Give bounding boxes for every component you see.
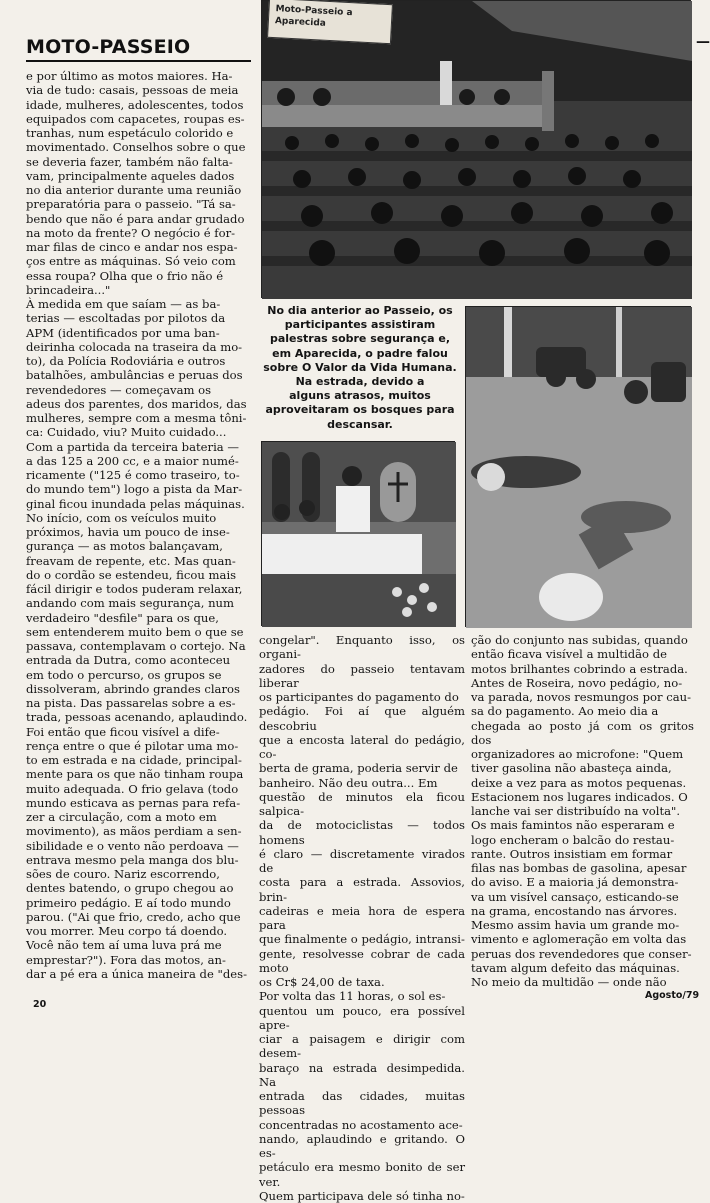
section-header [26, 36, 251, 62]
article-column-3: ção do conjunto nas subidas, quando então ficava visível a multidão de motos brilhantes cobrindo a estrada. Antes de Roseira, novo pedágio, no- va parada, novos resmungos por cau- sa do pagamento. Ao meio dia a chegada ao posto já com os gritos dos organizadores ao microfone: "Quem tiver gasolina não abasteça ainda, deixe a vez para as motos pequenas. Estacionem nos lugares indicados. O lanche vai ser distribuído na volta". Os mais famintos não esperaram e logo encheram o balcão do restau- rante. Outros insistiam em formar filas nas bombas de gasolina, apesar do aviso. E a maioria já demonstra- va um visível cansaço, esticando-se na grama, encostando nas árvores. Mesmo assim havia um grande mo- vimento e aglomeração em volta das peruas dos revendedores que conser- tavam algum defeito das máquinas. No meio da multidão — onde não [471, 633, 694, 989]
auditorium-image [262, 1, 692, 299]
article-column-2: congelar". Enquanto isso, os organi- zadores do passeio tentavam liberar os participantes do pagamento do pedágio. Foi aí que alguém descobriu que a encosta lateral do pedágio, co- berta de grama, poderia servir de banheiro. Não deu outra... Em questão de minutos ela ficou salpica- da de motociclistas — todos homens é claro — discretamente virados de costa para a estrada. Assovios, brin- cadeiras e meia hora de espera para que finalmente o pedágio, intransi- gente, resolvesse cobrar de cada moto os Cr$ 24,00 de taxa. Por volta das 11 horas, o sol es- quentou um pouco, era possível apre- ciar a paisagem e dirigir com desem- baraço na estrada desimpedida. Na entrada das cidades, muitas pessoas concentradas no acostamento ace- nando, aplaudindo e gritando. O es- petáculo era mesmo bonito de ser ver. Quem participava dele só tinha no- [259, 633, 465, 1203]
altar-image [262, 442, 456, 627]
section-title: MOTO-PASSEIO [26, 36, 191, 58]
article-column-1: e por último as motos maiores. Ha- via de tudo: casais, pessoas de meia idade, mulheres, adolescentes, todos equipados com capacetes, roupas es- tranhas, num espetáculo colorido e movimentado. Conselhos sobre o que se deveria fazer, também não falta- vam, principalmente aqueles dados no dia anterior durante uma reunião preparatória para o passeio. "Tá sa- bendo que não é para andar grudado na moto da frente? O negócio é for- mar filas de cinco e andar nos espa- ços entre as máquinas. Só veio com essa roupa? Olha que o frio não é brincadeira..." À medida em que saíam — as ba- terias — escoltadas por pilotos da APM (identificados por uma ban- deirinha colocada na traseira da mo- to), da Polícia Rodoviária e outros batalhões, ambulâncias e peruas dos revendedores — começavam os adeus dos parentes, dos maridos, das mulheres, sempre com a mesma tôni- ca: Cuidado, viu? Muito cuidado... Com a partida da terceira bateria — a das 125 a 200 cc, e a maior numé- ricamente ("125 é como traseiro, to- do mundo tem") logo a pista da Mar- ginal ficou inundada pelas máquinas. No início, com os veículos muito próximos, havia um pouco de inse- gurança — as motos balançavam, freavam de repente, etc. Mas quan- do o cordão se estendeu, ficou mais fácil dirigir e todos puderam relaxar, andando com mais segurança, num verdadeiro "desfile" para os que, sem entenderem muito bem o que se passava, contemplavam o cortejo. Na entrada da Dutra, como aconteceu em todo o percurso, os grupos se dissolveram, abrindo grandes claros na pista. Das passarelas sobre a es- trada, pessoas acenando, aplaudindo. Foi então que ficou visível a dife- rença entre o que é pilotar uma mo- to em estrada e na cidade, principal- mente para os que não tinham roupa muito adequada. O frio gelava (todo mundo esticava as pernas para refa- zer a circulação, com a moto em movimento), as mãos perdiam a sen- sibilidade e o vento não perdoava — entrava mesmo pela manga dos blu- sões de couro. Nariz escorrendo, dentes batendo, o grupo chegou ao primeiro pedágio. E aí todo mundo parou. ("Ai que frio, credo, acho que vou morrer. Meu corpo tá doendo. Você não tem aí uma luva prá me emprestar?"). Fora das motos, an- dar a pé era a única maneira de "des- [26, 69, 248, 981]
resting-photo [465, 306, 691, 627]
altar-photo [261, 441, 455, 626]
title-rule [26, 60, 251, 62]
photo-caption: No dia anterior ao Passeio, os participantes assistiram palestras sobre segurança e, em Aparecida, o padre falou sobre O Valor da Vida Humana. Na estrada, devido a alguns atrasos, muitos aproveitaram os bosques para descansar. [263, 304, 457, 431]
edge-mark: — [696, 34, 710, 50]
page-number: 20 [33, 999, 47, 1010]
resting-image [466, 307, 692, 628]
auditorium-photo [261, 0, 691, 298]
stage-banner: Moto-Passeio a Aparecida [267, 0, 393, 44]
issue-date: Agosto/79 [645, 990, 700, 1001]
